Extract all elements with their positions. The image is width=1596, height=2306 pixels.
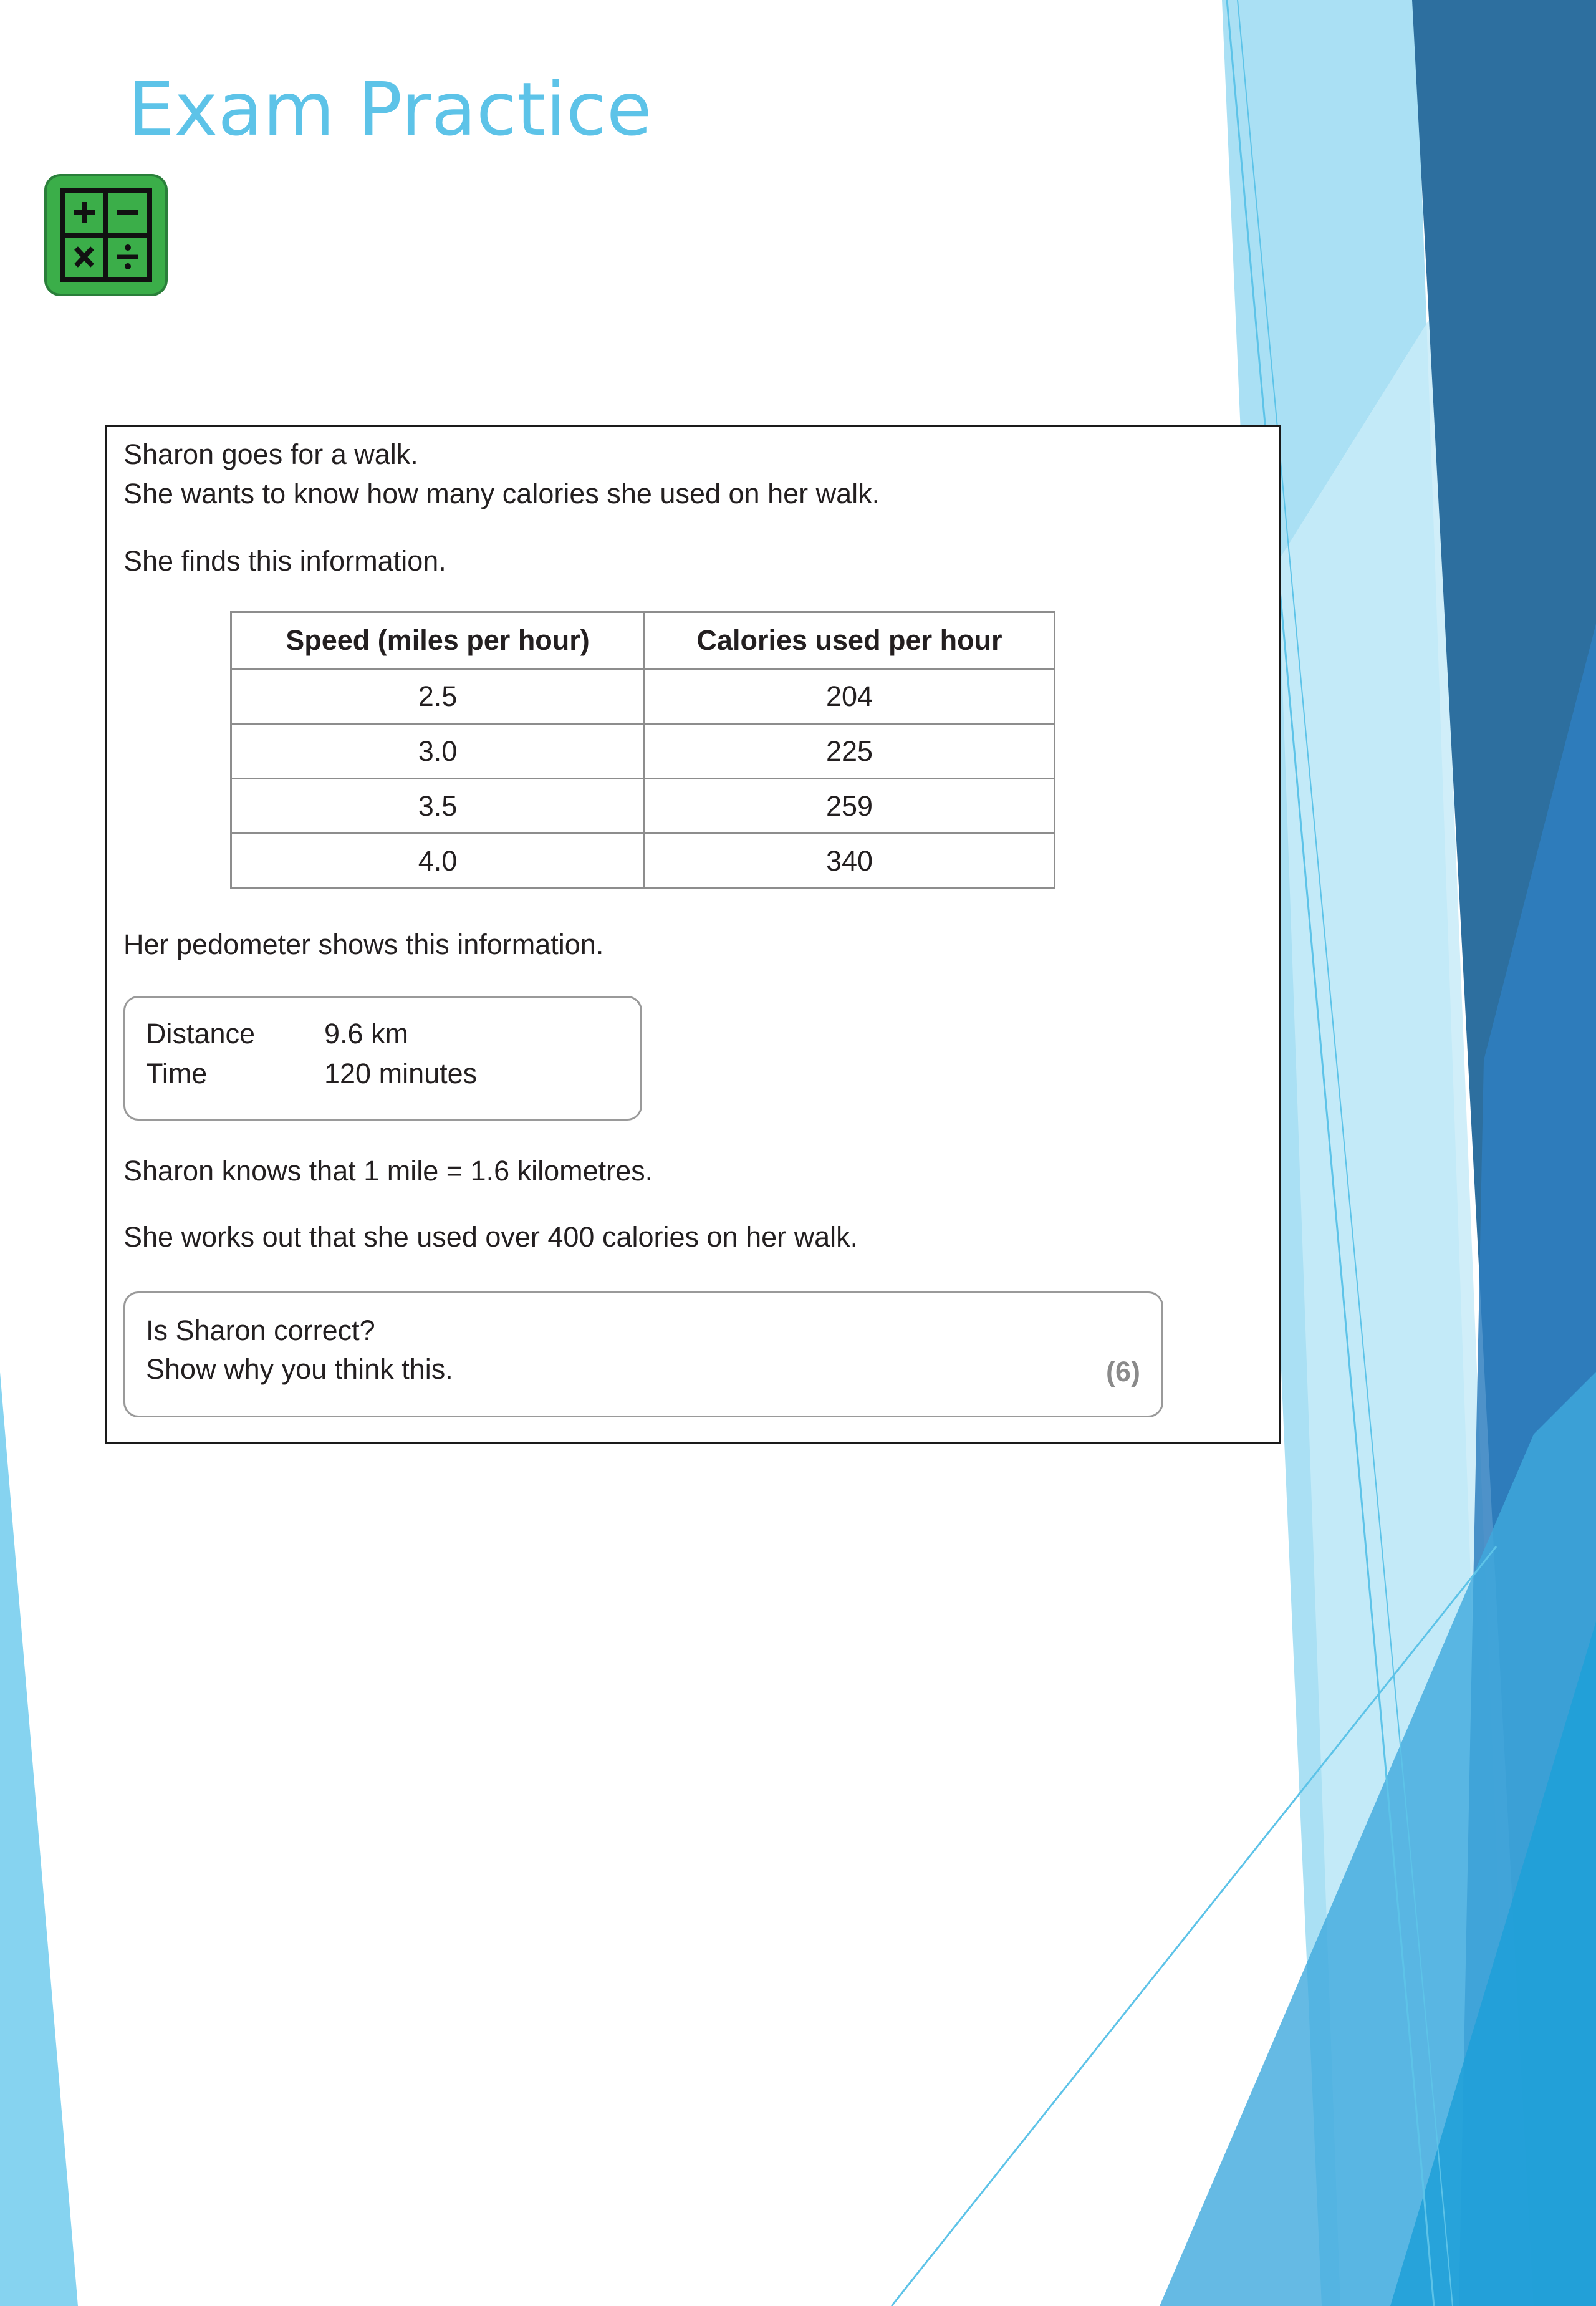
calorie-table: [230, 611, 1055, 889]
header-calories: Calories used per hour: [645, 612, 1055, 669]
speed-cell: 3.0: [231, 724, 645, 779]
pedometer-time-row: [146, 1055, 477, 1093]
time-label: Time: [146, 1058, 208, 1089]
table-row: [231, 669, 1055, 724]
conversion-line: Sharon knows that 1 mile = 1.6 kilometres.: [123, 1155, 653, 1187]
pedometer-distance-row: [146, 1015, 408, 1053]
header-speed: Speed (miles per hour): [231, 612, 645, 669]
table-row: [231, 834, 1055, 889]
table-row: [231, 724, 1055, 779]
intro-line-1: Sharon goes for a walk.: [123, 438, 418, 470]
calories-cell: 225: [645, 724, 1055, 779]
calories-cell: 259: [645, 779, 1055, 834]
speed-cell: 4.0: [231, 834, 645, 889]
speed-cell: 2.5: [231, 669, 645, 724]
claim-line: She works out that she used over 400 calories on her walk.: [123, 1221, 858, 1253]
page-title: Exam Practice: [128, 66, 652, 152]
distance-value: 9.6 km: [324, 1018, 409, 1049]
calories-cell: 340: [645, 834, 1055, 889]
question-box: [123, 1291, 1163, 1417]
calculator-icon: [44, 173, 168, 297]
table-row: [231, 779, 1055, 834]
pedometer-intro: Her pedometer shows this information.: [123, 929, 604, 960]
time-value: 120 minutes: [324, 1058, 478, 1089]
intro-line-2: She wants to know how many calories she used on her walk.: [123, 478, 880, 509]
distance-label: Distance: [146, 1018, 256, 1049]
marks-label: (6): [1106, 1356, 1140, 1387]
table-header-row: [231, 612, 1055, 669]
calories-cell: 204: [645, 669, 1055, 724]
ask-line-2: Show why you think this.: [146, 1353, 453, 1385]
decor-left-wedge: [0, 1372, 78, 2306]
ask-line-1: Is Sharon correct?: [146, 1315, 375, 1346]
exam-question-card: [105, 425, 1281, 1444]
speed-cell: 3.5: [231, 779, 645, 834]
table-intro: She finds this information.: [123, 545, 446, 577]
pedometer-box: [123, 996, 642, 1121]
